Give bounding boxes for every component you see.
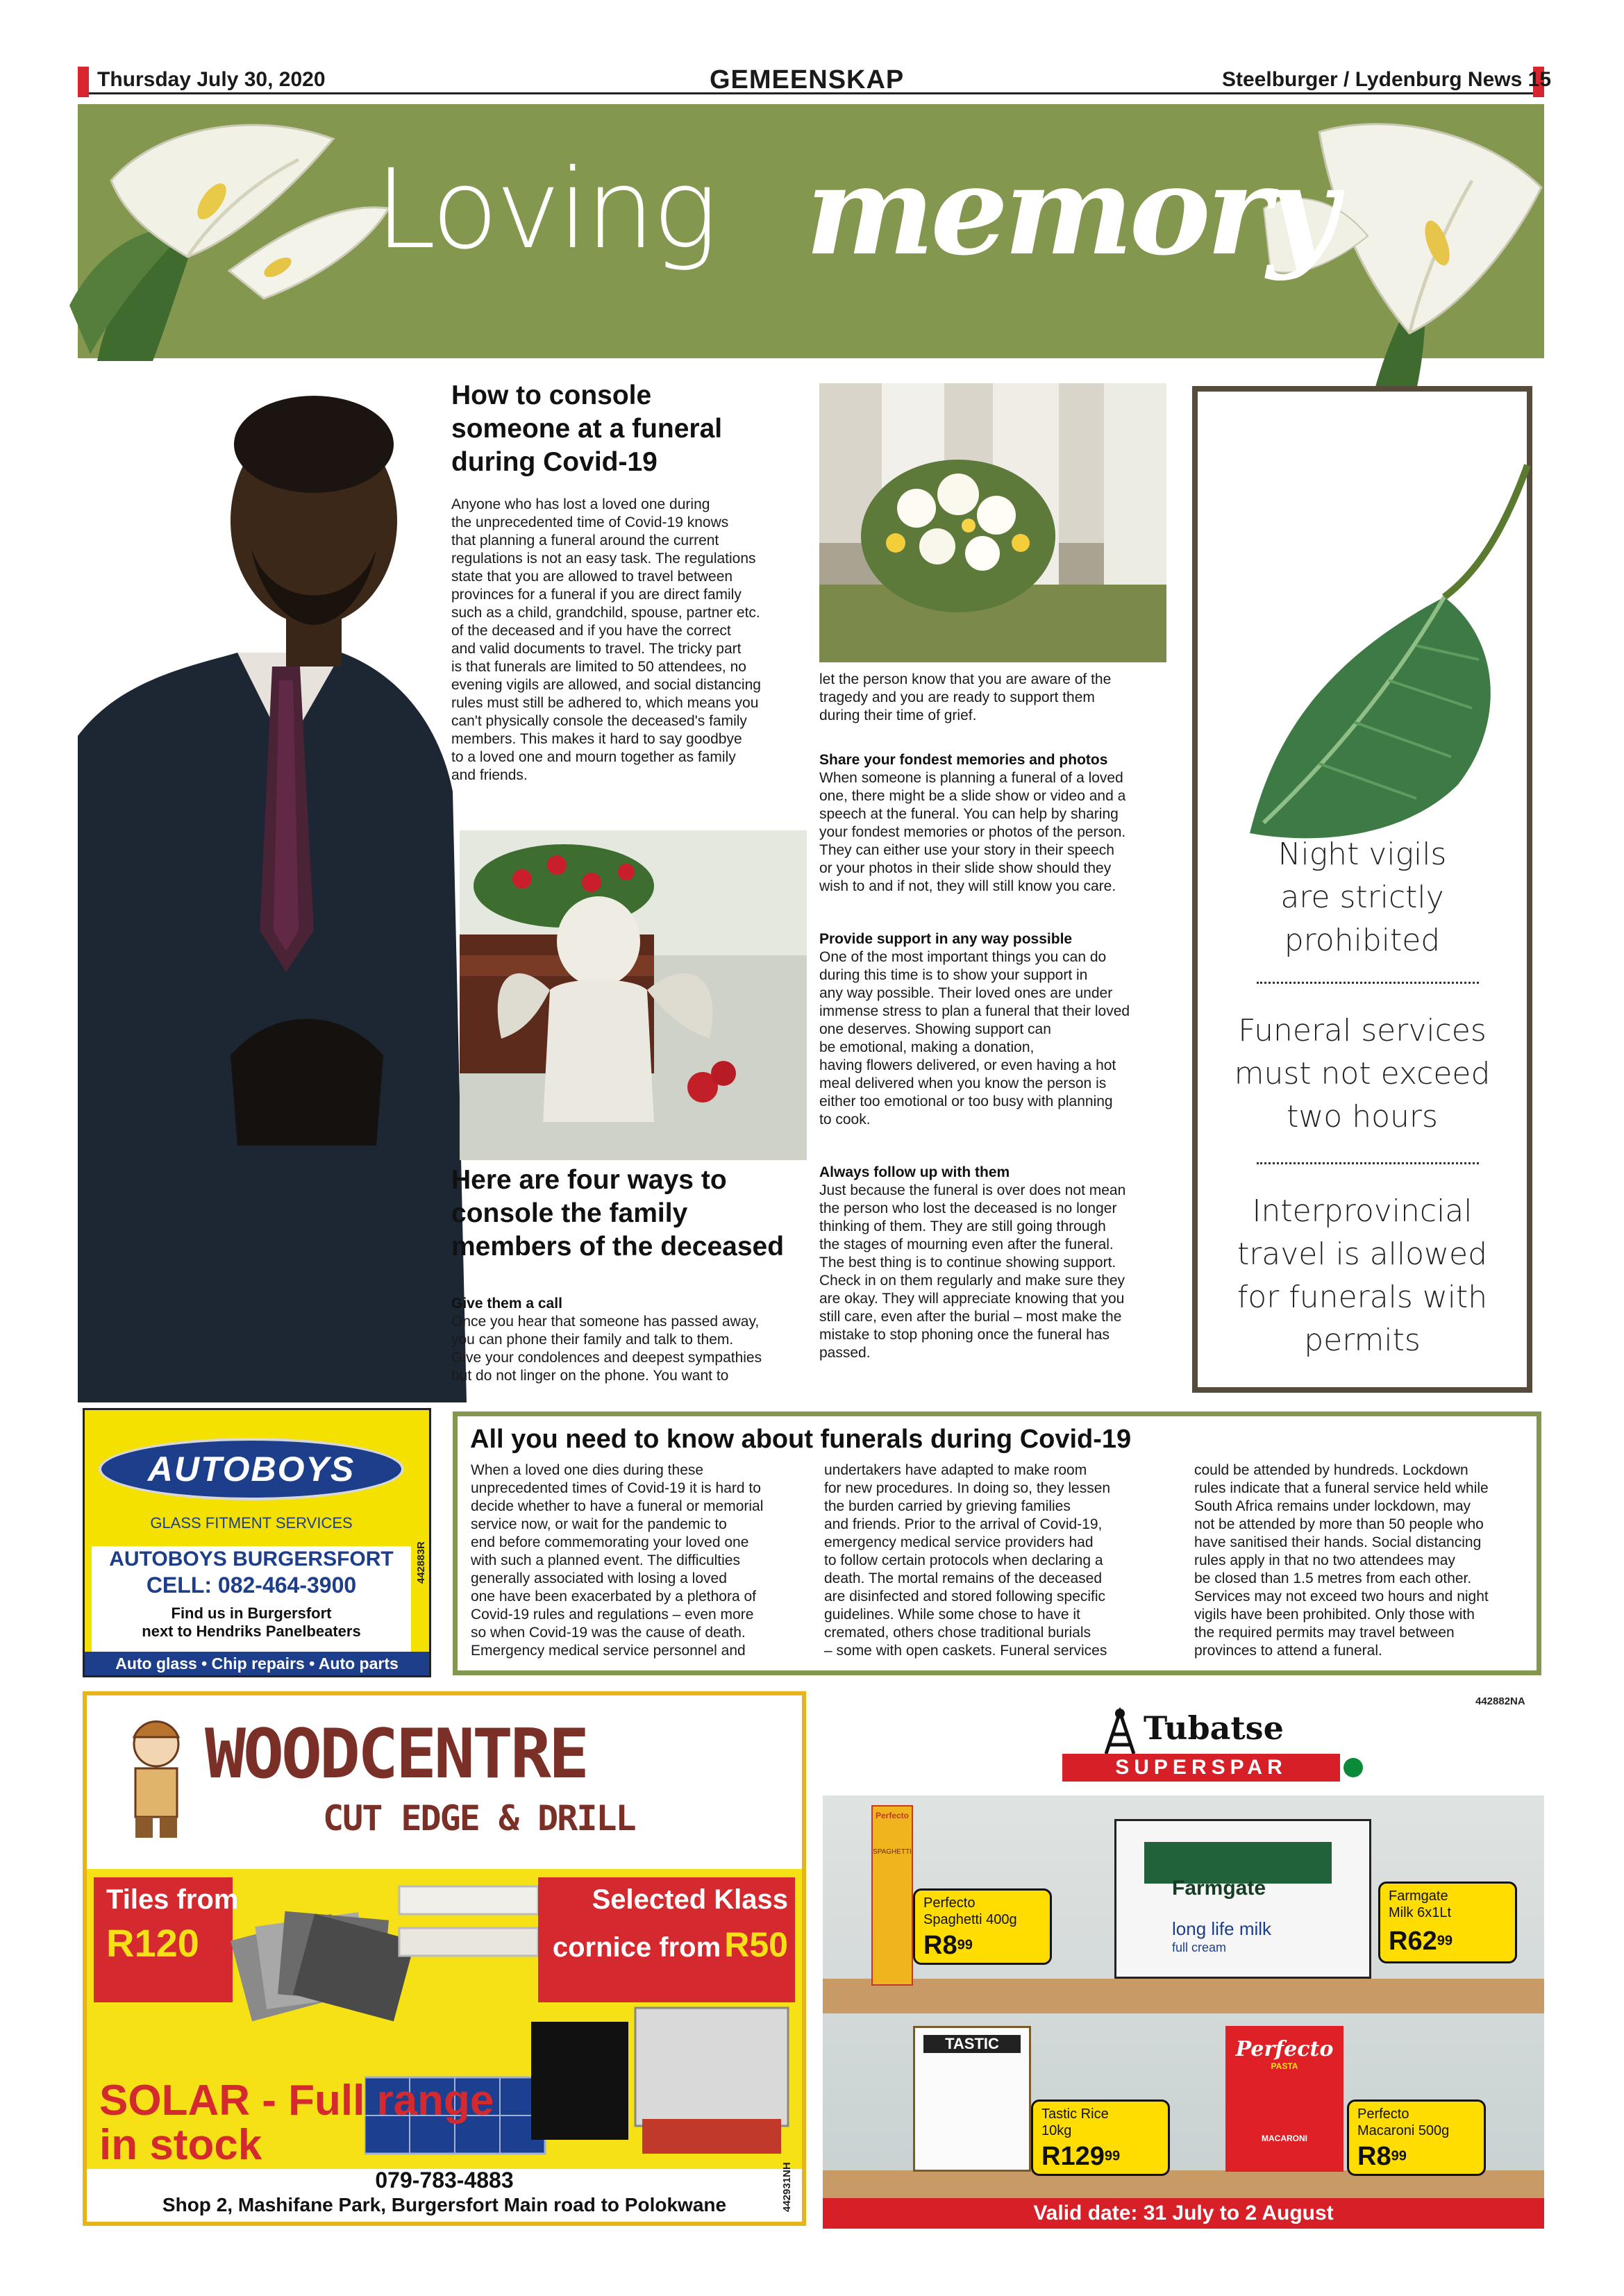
- info-column-3: [1194, 1461, 1521, 1660]
- text-line: or your photos in their slide show should they: [819, 860, 1112, 876]
- text-line: mistake to stop phoning once the funeral has: [819, 1327, 1110, 1343]
- spaghetti-pack-brand: Perfecto: [875, 1811, 910, 1820]
- woodcentre-advert[interactable]: [83, 1691, 806, 2226]
- subheading-memories: Share your fondest memories and photos: [819, 752, 1108, 768]
- text-line: generally associated with losing a loved: [471, 1570, 727, 1586]
- text-line: so when Covid-19 was the cause of death.: [471, 1625, 746, 1641]
- text-line: could be attended by hundreds. Lockdown: [1194, 1462, 1468, 1478]
- text-line: immense stress to plan a funeral that their loved: [819, 1003, 1130, 1019]
- header-accent-left: [78, 67, 89, 97]
- text-line: When someone is planning a funeral of a loved: [819, 770, 1123, 786]
- product-name: Perfecto: [923, 1895, 976, 1911]
- text-line: decide whether to have a funeral or memorial: [471, 1498, 764, 1514]
- support-body: [819, 948, 1166, 1129]
- text-line: and valid documents to travel. The tricky part: [451, 641, 742, 657]
- text-line: one deserves. Showing support can: [819, 1021, 1051, 1037]
- autoboys-location-line1: Find us in Burgersfort: [171, 1604, 332, 1622]
- text-line: with such a planned event. The difficulties: [471, 1552, 740, 1568]
- spaghetti-pack: [871, 1805, 913, 1986]
- price-cents: 99: [1104, 2148, 1121, 2164]
- tiles-offer-label: Tiles from: [106, 1884, 239, 1915]
- autoboys-logo-text: AUTOBOYS: [147, 1450, 355, 1489]
- text-line: South Africa remains under lockdown, may: [1194, 1498, 1471, 1514]
- text-line: The best thing is to continue showing support.: [819, 1255, 1116, 1271]
- fact-line: prohibited: [1284, 923, 1441, 958]
- autoboys-location-line2: next to Hendriks Panelbeaters: [142, 1623, 361, 1640]
- price-cents: 99: [1437, 1933, 1453, 1949]
- macaroni-pack: [1225, 2026, 1343, 2172]
- text-line: cremated, others chose traditional burials: [824, 1625, 1091, 1641]
- upper-shelf: [823, 1979, 1544, 2013]
- product-name: Perfecto: [1357, 2106, 1409, 2122]
- text-line: of the deceased and if you have the correct: [451, 623, 731, 639]
- text-line: that planning a funeral around the current: [451, 533, 719, 548]
- headgear-tower-icon: [1099, 1707, 1141, 1755]
- woodcentre-tagline: CUT EDGE & DRILL: [323, 1798, 635, 1838]
- text-line: When a loved one dies during these: [471, 1462, 704, 1478]
- advert-code: 442883R: [415, 1541, 427, 1584]
- price-tag-spaghetti: [913, 1888, 1052, 1965]
- solar-offer-line1: SOLAR - Full range: [99, 2077, 494, 2125]
- text-line: any way possible. Their loved ones are under: [819, 985, 1113, 1001]
- text-line: regulations is not an easy task. The regulations: [451, 551, 756, 567]
- woodcentre-address: Shop 2, Mashifane Park, Burgersfort Main road to Polokwane: [162, 2194, 727, 2215]
- text-line: Emergency medical service personnel and: [471, 1643, 746, 1659]
- text-line: your fondest memories or photos of the person.: [819, 824, 1126, 840]
- text-line: end before commemorating your loved one: [471, 1534, 749, 1550]
- text-line: are disinfected and stored following specific: [824, 1589, 1106, 1604]
- divider: [1257, 982, 1479, 984]
- text-line: be emotional, making a donation,: [819, 1039, 1035, 1055]
- article-body: [451, 496, 812, 785]
- text-line: have sanitised their hands. Social distancing: [1194, 1534, 1482, 1550]
- text-line: provinces for a funeral if you are direct family: [451, 587, 742, 603]
- text-line: you can phone their family and talk to them.: [451, 1332, 734, 1348]
- divider: [1257, 1162, 1479, 1164]
- text-line: the person who lost the deceased is no longer: [819, 1200, 1117, 1216]
- milk-carton-pack: [1114, 1819, 1371, 1979]
- text-line: One of the most important things you can do: [819, 949, 1107, 965]
- rice-bag-pack: [913, 2026, 1031, 2172]
- fact-line: must not exceed: [1234, 1056, 1491, 1091]
- validity-dates: Valid date: 31 July to 2 August: [823, 2198, 1544, 2229]
- text-line: the unprecedented time of Covid-19 knows: [451, 514, 729, 530]
- text-line: and friends.: [451, 767, 528, 783]
- text-line: such as a child, grandchild, spouse, partner etc.: [451, 605, 760, 621]
- cornice-offer-text: cornice from: [552, 1932, 721, 1963]
- price-rand: R129: [1041, 2142, 1105, 2171]
- cornice-price: R50: [724, 1925, 788, 1964]
- text-line: wish to and if not, they will still know you care.: [819, 878, 1116, 894]
- subheading-call: Give them a call: [451, 1296, 562, 1312]
- milk-pack-sublabel: full cream: [1172, 1941, 1227, 1954]
- call-body: [451, 1313, 812, 1385]
- product-price: [1357, 2142, 1407, 2172]
- calla-lily-left-illustration: [69, 97, 403, 375]
- text-line: guidelines. While some chose to have it: [824, 1607, 1080, 1623]
- product-size: 10kg: [1041, 2123, 1072, 2138]
- text-line: either too emotional or too busy with planning: [819, 1093, 1113, 1109]
- text-line: can't physically console the deceased's family: [451, 713, 747, 729]
- text-line: passed.: [819, 1345, 871, 1361]
- text-line: rules apply in that no two attendees may: [1194, 1552, 1455, 1568]
- tiles-price: R120: [106, 1921, 199, 1965]
- text-line: rules indicate that a funeral service held while: [1194, 1480, 1489, 1496]
- cornice-price-line: [545, 1925, 788, 1965]
- price-cents: 99: [1391, 2148, 1407, 2164]
- text-line: but do not linger on the phone. You want to: [451, 1368, 729, 1384]
- text-line: evening vigils are allowed, and social distancing: [451, 677, 761, 693]
- text-line: rules must still be adhered to, which means you: [451, 695, 759, 711]
- cornice-offer-label: Selected Klass: [592, 1884, 788, 1915]
- text-line: the stages of mourning even after the funeral.: [819, 1237, 1114, 1252]
- text-line: Give your condolences and deepest sympathies: [451, 1350, 762, 1366]
- text-line: one, there might be a slide show or video and a: [819, 788, 1126, 804]
- memories-body: [819, 769, 1166, 896]
- section-name: GEMEENSKAP: [710, 65, 905, 94]
- text-line: one have been exacerbated by a plethora of: [471, 1589, 756, 1604]
- text-line: – some with open caskets. Funeral services: [824, 1643, 1107, 1659]
- text-line: having flowers delivered, or even having a hot: [819, 1057, 1116, 1073]
- macaroni-pack-sublabel: MACARONI: [1262, 2134, 1307, 2143]
- product-name: Tastic Rice: [1041, 2106, 1109, 2122]
- superspar-logo: SUPERSPAR: [1062, 1754, 1340, 1782]
- solar-offer-line2: in stock: [99, 2121, 262, 2169]
- product-size: Macaroni 500g: [1357, 2123, 1450, 2138]
- text-line: Services may not exceed two hours and night: [1194, 1589, 1489, 1604]
- spaghetti-pack-label: SPAGHETTI: [873, 1848, 912, 1856]
- text-line: tragedy and you are ready to support them: [819, 689, 1095, 705]
- text-line: to cook.: [819, 1112, 871, 1128]
- text-line: emergency medical service providers had: [824, 1534, 1094, 1550]
- fact-line: travel is allowed: [1237, 1237, 1488, 1272]
- text-line: during their time of grief.: [819, 707, 977, 723]
- spar-tree-icon: [1343, 1758, 1363, 1777]
- tubatse-superspar-advert[interactable]: [823, 1694, 1544, 2229]
- price-tag-rice: [1031, 2100, 1170, 2176]
- text-line: Anyone who has lost a loved one during: [451, 496, 710, 512]
- fact-interprovincial-travel: [1198, 1190, 1527, 1362]
- consoling-ways-heading: Here are four ways to console the family members of the deceased: [451, 1165, 785, 1262]
- product-size: Spaghetti 400g: [923, 1912, 1017, 1927]
- text-line: vigils have been prohibited. Only those with: [1194, 1607, 1475, 1623]
- text-line: undertakers have adapted to make room: [824, 1462, 1087, 1478]
- fact-line: Funeral services: [1238, 1013, 1487, 1048]
- leaf-illustration: [1208, 458, 1541, 847]
- text-line: state that you are allowed to travel between: [451, 569, 733, 585]
- text-line: Just because the funeral is over does not mean: [819, 1182, 1126, 1198]
- product-price: [1389, 1927, 1453, 1956]
- article-heading: How to console someone at a funeral during Covid-19: [451, 380, 723, 477]
- text-line: service now, or wait for the pandemic to: [471, 1516, 727, 1532]
- fact-line: two hours: [1287, 1099, 1438, 1134]
- price-tag-milk: [1378, 1882, 1517, 1963]
- page-publication: Steelburger / Lydenburg News 15: [1222, 68, 1552, 91]
- text-line: for new procedures. In doing so, they lessen: [824, 1480, 1111, 1496]
- text-line: Covid-19 rules and regulations – even more: [471, 1607, 754, 1623]
- text-line: to a loved one and mourn together as family: [451, 749, 736, 765]
- fact-line: Interprovincial: [1252, 1193, 1473, 1229]
- text-line: meal delivered when you know the person is: [819, 1075, 1107, 1091]
- text-line: still care, even after the burial – most make the: [819, 1309, 1122, 1325]
- tubatse-brand: Tubatse: [1144, 1709, 1284, 1747]
- follow-up-body: [819, 1182, 1166, 1362]
- text-line: members. This makes it hard to say goodbye: [451, 731, 742, 747]
- advert-code: 442931NH: [781, 2162, 793, 2212]
- text-line: provinces to attend a funeral.: [1194, 1643, 1382, 1659]
- product-price: [1041, 2142, 1120, 2172]
- fact-line: permits: [1304, 1323, 1421, 1358]
- text-line: are okay. They will appreciate knowing that you: [819, 1291, 1125, 1307]
- banner-title-bold: memory: [805, 139, 1334, 283]
- fact-night-vigils: [1198, 833, 1527, 962]
- rice-pack-brand: TASTIC: [923, 2035, 1021, 2053]
- woodworker-mascot-icon: [108, 1709, 205, 1841]
- text-line: death. The mortal remains of the deceased: [824, 1570, 1103, 1586]
- text-line: during this time is to show your support in: [819, 967, 1088, 983]
- price-tag-macaroni: [1347, 2100, 1486, 2176]
- macaroni-pack-label: PASTA: [1271, 2061, 1298, 2071]
- text-line: thinking of them. They are still going through: [819, 1218, 1106, 1234]
- text-line: not be attended by more than 50 people who: [1194, 1516, 1484, 1532]
- text-line: to follow certain protocols when declaring a: [824, 1552, 1103, 1568]
- fact-line: are strictly: [1280, 880, 1444, 915]
- issue-date: Thursday July 30, 2020: [97, 68, 326, 91]
- macaroni-pack-brand: Perfecto: [1235, 2037, 1334, 2061]
- middle-intro: [819, 671, 1166, 725]
- info-column-1: [471, 1461, 797, 1660]
- text-line: and friends. Prior to the arrival of Covid-19,: [824, 1516, 1103, 1532]
- text-line: unprecedented times of Covid-19 it is hard to: [471, 1480, 761, 1496]
- subheading-support: Provide support in any way possible: [819, 931, 1073, 947]
- text-line: the required permits may travel between: [1194, 1625, 1455, 1641]
- cherub-casket-photo: [460, 830, 807, 1160]
- woodcentre-logo: WOODCENTRE: [205, 1715, 587, 1794]
- cornice-moulding-image: [392, 1872, 545, 1970]
- text-line: speech at the funeral. You can help by sharing: [819, 806, 1119, 822]
- fact-line: for funerals with: [1237, 1280, 1488, 1315]
- mourner-photo: [78, 361, 467, 1402]
- product-price: [923, 1931, 973, 1961]
- text-line: the burden carried by grieving families: [824, 1498, 1071, 1514]
- advert-code: 442882NA: [1475, 1695, 1525, 1707]
- info-box-title: All you need to know about funerals during Covid-19: [470, 1425, 1132, 1454]
- info-column-2: [824, 1461, 1150, 1660]
- product-size: Milk 6x1Lt: [1389, 1905, 1452, 1920]
- autoboys-branch: AUTOBOYS BURGERSFORT: [109, 1548, 394, 1570]
- fact-line: Night vigils: [1278, 837, 1447, 872]
- price-rand: R8: [923, 1931, 957, 1960]
- autoboys-advert[interactable]: [83, 1408, 431, 1677]
- price-cents: 99: [957, 1937, 973, 1953]
- text-line: They can either use your story in their speech: [819, 842, 1114, 858]
- text-line: Check in on them regularly and make sure they: [819, 1273, 1125, 1289]
- subheading-follow-up: Always follow up with them: [819, 1164, 1010, 1180]
- product-name: Farmgate: [1389, 1888, 1448, 1904]
- autoboys-phone[interactable]: CELL: 082-464-3900: [146, 1573, 357, 1598]
- price-rand: R62: [1389, 1927, 1437, 1956]
- text-line: let the person know that you are aware of the: [819, 671, 1112, 687]
- autoboys-tagline: GLASS FITMENT SERVICES: [150, 1514, 353, 1532]
- milk-pack-brand: Farmgate: [1172, 1877, 1266, 1900]
- milk-pack-label: long life milk: [1172, 1918, 1272, 1939]
- woodcentre-phone[interactable]: 079-783-4883: [375, 2168, 514, 2193]
- price-rand: R8: [1357, 2142, 1391, 2171]
- autoboys-services: Auto glass • Chip repairs • Auto parts: [85, 1652, 429, 1675]
- text-line: is that funerals are limited to 50 attendees, no: [451, 659, 746, 675]
- grave-flowers-photo: [819, 383, 1166, 662]
- text-line: be closed than 1.5 metres from each other.: [1194, 1570, 1472, 1586]
- fact-service-duration: [1198, 1009, 1527, 1139]
- text-line: Once you hear that someone has passed away,: [451, 1314, 760, 1330]
- banner-title-light: Loving: [375, 146, 716, 274]
